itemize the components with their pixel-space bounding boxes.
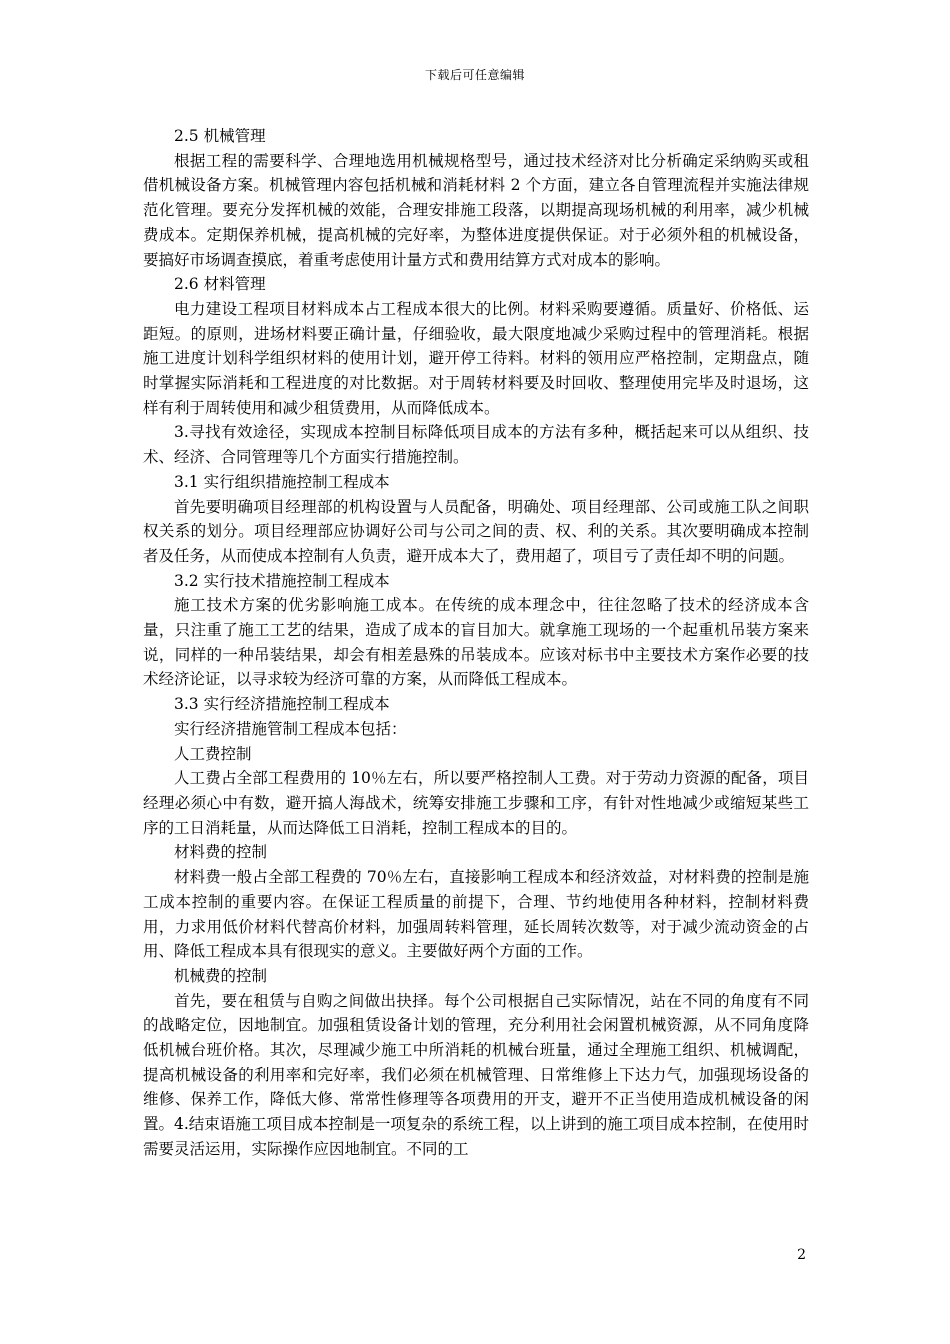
paragraph-section-3: 3.寻找有效途径，实现成本控制目标降低项目成本的方法有多种，概括起来可以从组织、技术、经济、合同管理等几个方面实行措施控制。 — [143, 423, 809, 467]
heading-3-2: 3.2 实行技术措施控制工程成本 — [174, 571, 390, 590]
paragraph-technical: 施工技术方案的优劣影响施工成本。在传统的成本理念中，往往忽略了技术的经济成本含量，只注重了施工工艺的结果，造成了成本的盲目加大。就拿施工现场的一个起重机吊装方案来说，同样的一种吊装结果，却会有相差悬殊的吊装成本。应该对标书中主要技术方案作必要的技术经济论证，以寻求较为经济可靠的方案，从而降低工程成本。 — [143, 596, 809, 689]
paragraph-materials: 电力建设工程项目材料成本占工程成本很大的比例。材料采购要遵循。质量好、价格低、运距短。的原则，进场材料要正确计量，仔细验收，最大限度地减少采购过程中的管理消耗。根据施工进度计划科学组织材料的使用计划，避开停工待料。材料的领用应严格控制，定期盘点，随时掌握实际消耗和工程进度的对比数据。对于周转材料要及时回收、整理使用完毕及时退场，这样有利于周转使用和减少租赁费用，从而降低成本。 — [143, 299, 809, 417]
page-number: 2 — [797, 1247, 806, 1263]
heading-2-6: 2.6 材料管理 — [174, 275, 266, 294]
document-body — [143, 124, 809, 1162]
heading-3-3: 3.3 实行经济措施控制工程成本 — [174, 695, 390, 714]
paragraph-labor: 人工费占全部工程费用的 10％左右，所以要严格控制人工费。对于劳动力资源的配备，项目经理必须心中有数，避开搞人海战术，统筹安排施工步骤和工序，有针对性地减少或缩短某些工序的工日消耗量，从而达降低工日消耗，控制工程成本的目的。 — [143, 769, 809, 837]
subheading-labor: 人工费控制 — [174, 744, 252, 763]
subheading-machinery-cost: 机械费的控制 — [174, 966, 268, 985]
paragraph-organization: 首先要明确项目经理部的机构设置与人员配备，明确处、项目经理部、公司或施工队之间职权关系的划分。项目经理部应协调好公司与公司之间的责、权、利的关系。其次要明确成本控制者及任务，从而使成本控制有人负责，避开成本大了，费用超了，项目亏了责任却不明的问题。 — [143, 497, 809, 565]
paragraph-machinery-cost: 首先，要在租赁与自购之间做出抉择。每个公司根据自己实际情况，站在不同的角度有不同的战略定位，因地制宜。加强租赁设备计划的管理，充分利用社会闲置机械资源，从不同角度降低机械台班价格。其次，尽理减少施工中所消耗的机械台班量，通过全理施工组织、机械调配，提高机械设备的利用率和完好率，我们必须在机械管理、日常维修上下达力气，加强现场设备的维修、保养工作，降低大修、常常性修理等各项费用的开支，避开不正当使用造成机械设备的闲置。4.结束语施工项目成本控制是一项复杂的系统工程，以上讲到的施工项目成本控制，在使用时需要灵活运用，实际操作应因地制宜。不同的工 — [143, 991, 809, 1158]
paragraph-economic-intro: 实行经济措施管制工程成本包括： — [174, 719, 407, 738]
heading-3-1: 3.1 实行组织措施控制工程成本 — [174, 472, 390, 491]
subheading-material-cost: 材料费的控制 — [174, 843, 268, 862]
paragraph-machinery: 根据工程的需要科学、合理地选用机械规格型号，通过技术经济对比分析确定采纳购买或租借机械设备方案。机械管理内容包括机械和消耗材料 2 个方面，建立各自管理流程并实施法律规范化管理。要充分发挥机械的效能，合理安排施工段落，以期提高现场机械的利用率，减少机械费成本。定期保养机械，提高机械的完好率，为整体进度提供保证。对于必须外租的机械设备，要搞好市场调查摸底，着重考虑使用计量方式和费用结算方式对成本的影响。 — [143, 151, 809, 269]
paragraph-material-cost: 材料费一般占全部工程费的 70％左右，直接影响工程成本和经济效益，对材料费的控制是施工成本控制的重要内容。在保证工程质量的前提下，合理、节约地使用各种材料，控制材料费用，力求用低价材料代替高价材料，加强周转料管理，延长周转次数等，对于减少流动资金的占用、降低工程成本具有很现实的意义。主要做好两个方面的工作。 — [143, 868, 809, 961]
page-header: 下载后可任意编辑 — [424, 68, 525, 82]
heading-2-5: 2.5 机械管理 — [174, 127, 266, 145]
